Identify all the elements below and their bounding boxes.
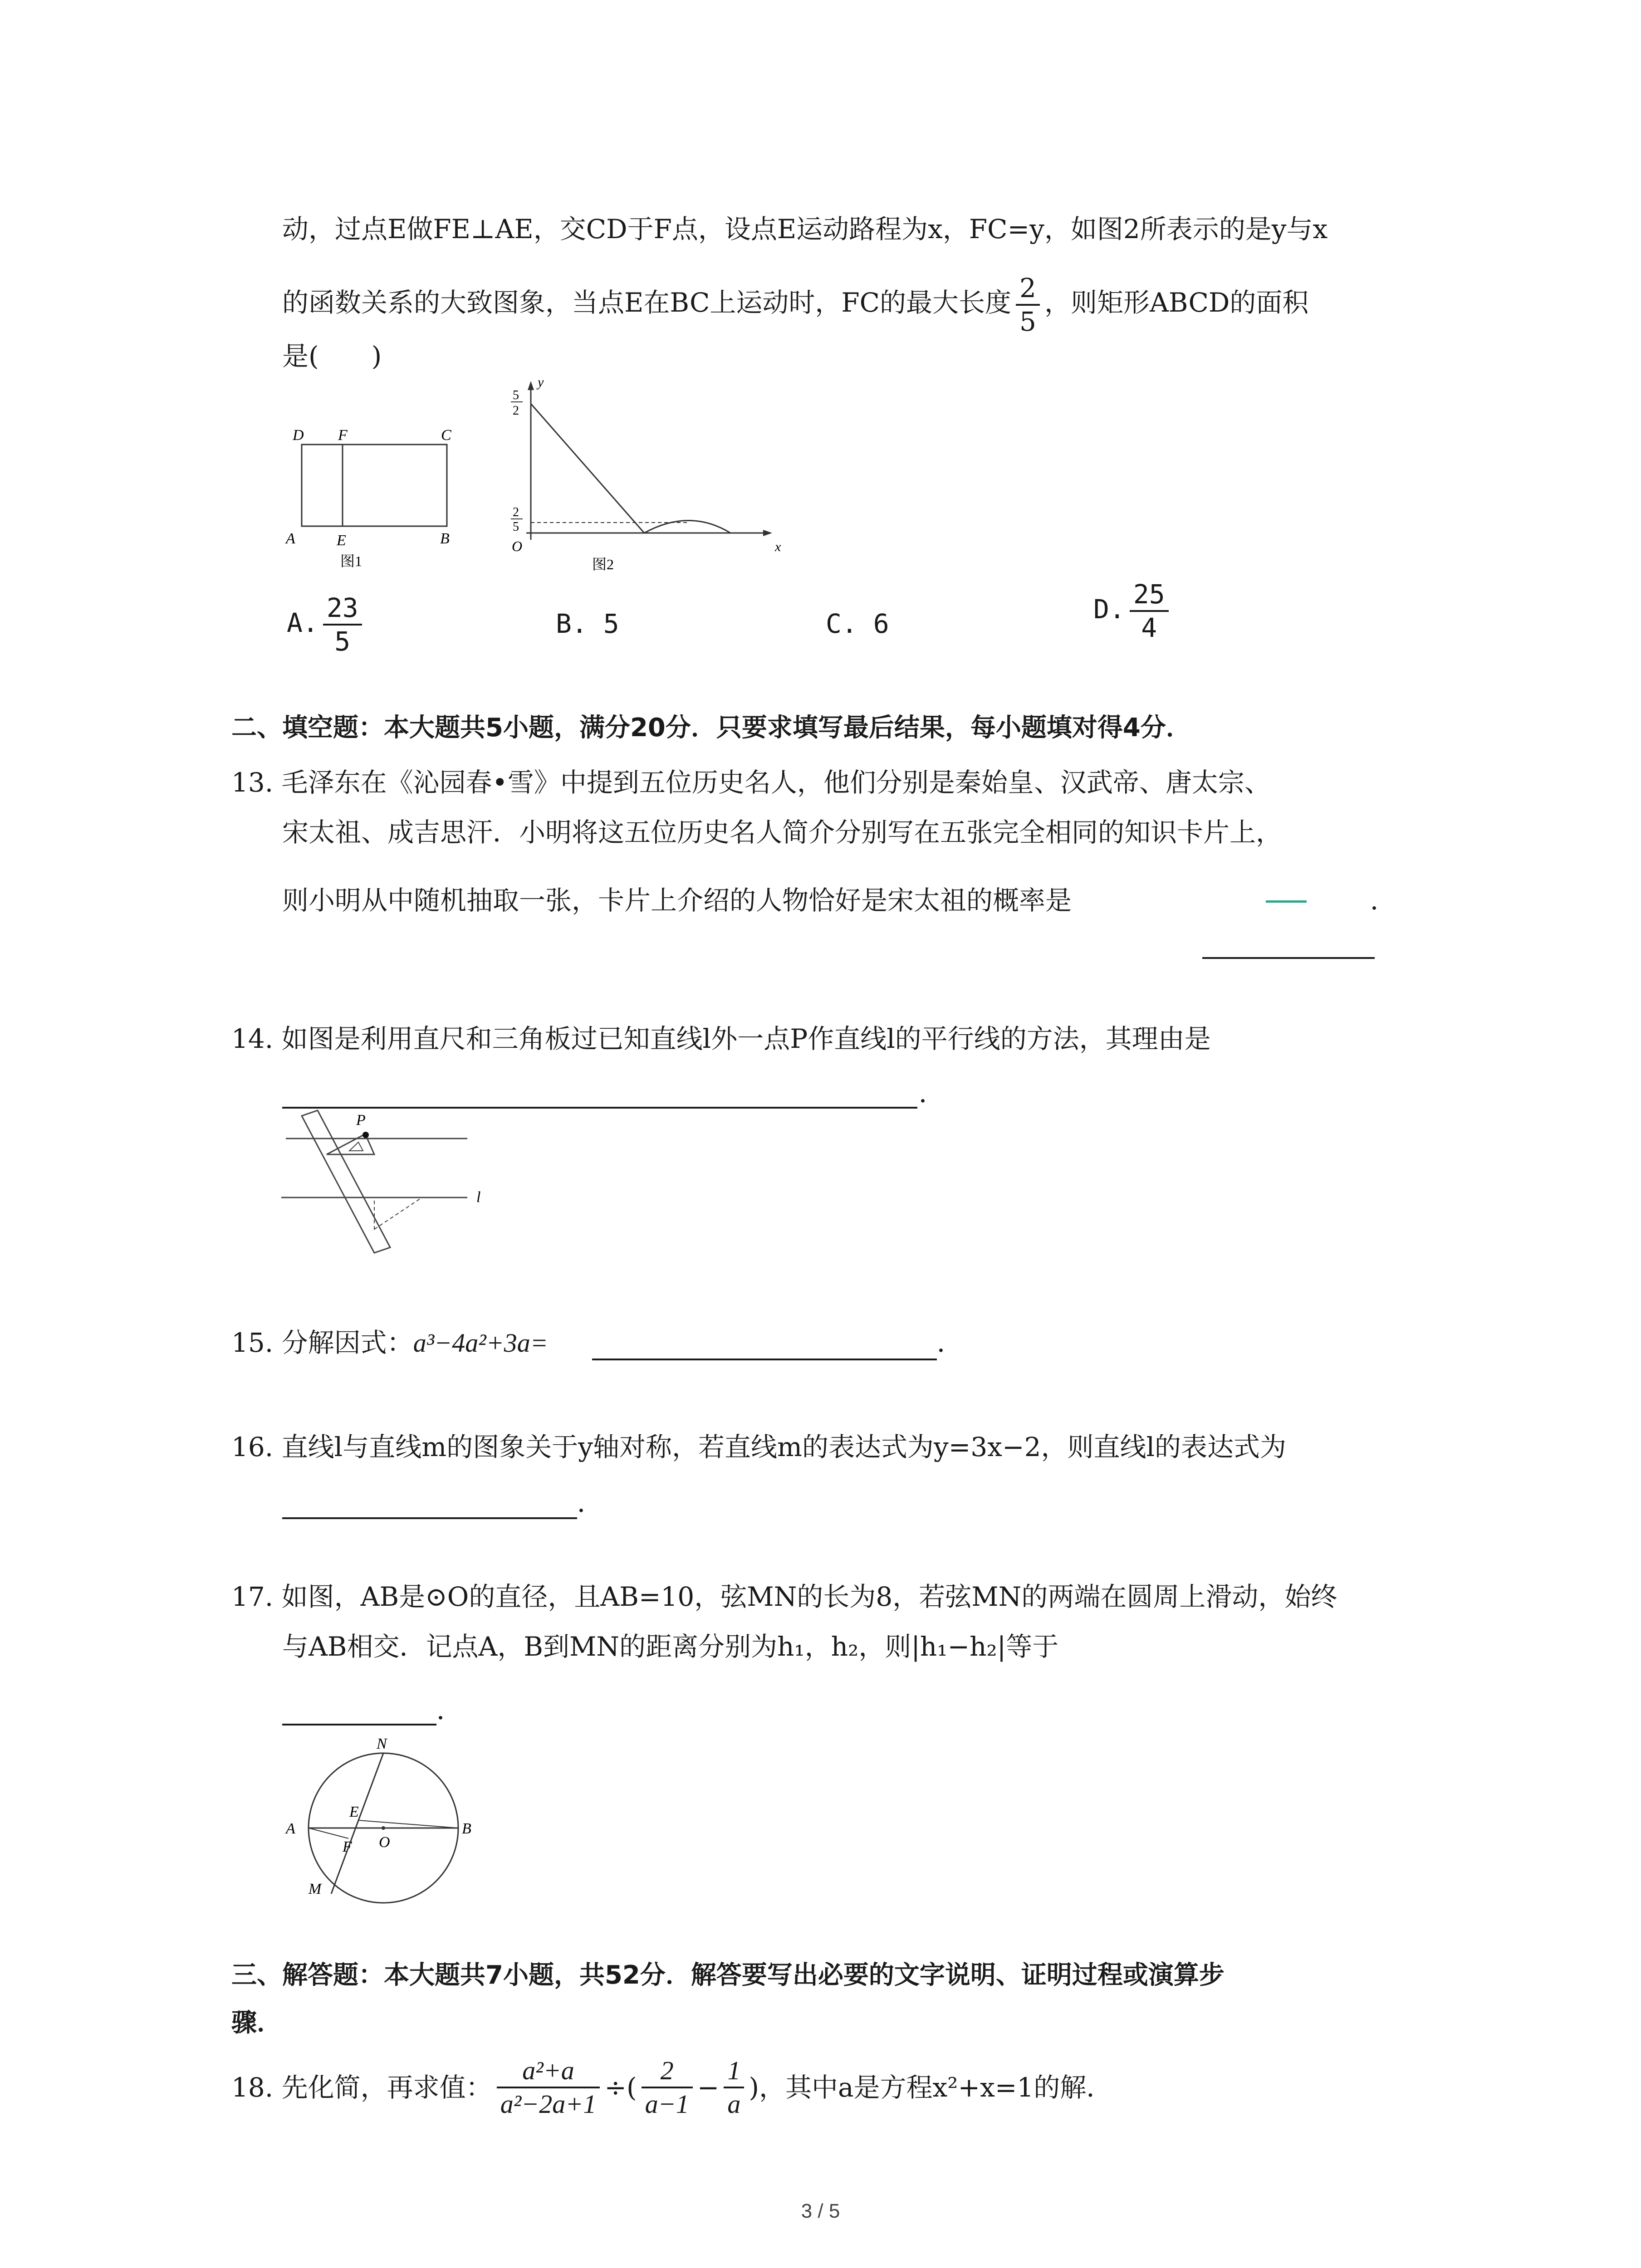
q17-period: ． (436, 1695, 463, 1725)
q12-frac-den: 5 (1019, 306, 1036, 337)
rectangle-abcd (302, 445, 447, 526)
q17-line2: 与AB相交．记点A，B到MN的距离分别为h₁，h₂，则|h₁−h₂|等于 (282, 1631, 1059, 1662)
section3-header-line2: 骤． (231, 2008, 282, 2038)
q14-period: ． (919, 1078, 945, 1109)
y-axis-arrow (528, 381, 534, 390)
label-b: B (440, 530, 450, 547)
label-e: E (337, 532, 346, 549)
q16-line1: 16. 直线l与直线m的图象关于y轴对称，若直线m的表达式为y=3x−2，则直线l的表达式为 (231, 1432, 1287, 1462)
figure2-caption: 图2 (592, 556, 614, 572)
q13-answer-blank[interactable] (1202, 957, 1375, 959)
tick-top-den: 2 (513, 404, 519, 418)
option-a-label: A. (287, 607, 318, 639)
label-e: E (349, 1804, 359, 1820)
option-d-label: D. (1093, 594, 1125, 625)
q18-prefix: 18. 先化简，再求值： (231, 2072, 492, 2103)
label-f: F (338, 427, 348, 444)
q18-divide: ÷( (604, 2072, 637, 2103)
tick-low-den: 5 (513, 520, 519, 534)
label-m: M (309, 1881, 322, 1897)
point-p (362, 1132, 369, 1138)
q15-prefix: 15. 分解因式： (231, 1327, 413, 1358)
label-f: F (343, 1838, 352, 1855)
triangle-top-inner (349, 1142, 363, 1151)
option-d[interactable] (1093, 578, 1173, 644)
option-b-label: B. (556, 608, 588, 639)
q15-answer-blank[interactable] (592, 1359, 937, 1360)
graph-line (531, 404, 644, 533)
option-a-num: 23 (323, 592, 362, 626)
label-l: l (476, 1189, 481, 1206)
tick-low-num: 2 (513, 505, 519, 519)
label-b: B (462, 1820, 471, 1837)
option-d-num: 25 (1130, 578, 1169, 612)
option-c-value: 6 (873, 608, 889, 639)
x-axis-arrow (763, 530, 772, 536)
q16-period: ． (577, 1487, 604, 1518)
axis-y-label: y (538, 376, 544, 390)
q13-period: ． (1370, 885, 1397, 916)
segment-be (358, 1820, 458, 1828)
q18-line (231, 2055, 1112, 2120)
q18-frac1-den: a²−2a+1 (500, 2089, 597, 2119)
ruler (302, 1110, 390, 1253)
triangle-bottom-dashed (374, 1198, 422, 1229)
option-b-value: 5 (603, 608, 619, 639)
option-b[interactable] (556, 592, 619, 640)
q16-answer-blank[interactable] (282, 1517, 577, 1519)
q14-figure (277, 1107, 513, 1270)
q13-line2: 宋太祖、成吉思汗．小明将这五位历史名人简介分别写在五张完全相同的知识卡片上， (282, 817, 1283, 848)
label-a: A (286, 1820, 295, 1837)
segment-af (309, 1828, 348, 1838)
label-a: A (286, 530, 295, 547)
q13-line1: 13. 毛泽东在《沁园春•雪》中提到五位历史名人，他们分别是秦始皇、汉武帝、唐太宗、 (231, 767, 1271, 798)
axis-x-label: x (775, 539, 781, 554)
q17-figure (272, 1724, 499, 1914)
label-n: N (377, 1735, 387, 1752)
q12-max-fraction (1016, 272, 1040, 337)
label-c: C (441, 427, 451, 444)
q13-line3: 则小明从中随机抽取一张，卡片上介绍的人物恰好是宋太祖的概率是 (282, 885, 1072, 916)
q13-answer-dash (1266, 900, 1307, 903)
option-d-fraction (1130, 578, 1169, 644)
q15-expression: a³−4a²+3a= (413, 1328, 548, 1358)
q18-fraction1 (497, 2055, 600, 2120)
q12-line1: 动，过点E做FE⊥AE，交CD于F点，设点E运动路程为x，FC=y，如图2所表示的是y与x (282, 214, 1328, 244)
section2-header: 二、填空题：本大题共5小题，满分20分．只要求填写最后结果，每小题填对得4分． (231, 713, 1191, 743)
q18-minus: − (697, 2072, 720, 2103)
q18-frac1-num: a²+a (497, 2055, 600, 2088)
tick-top-num: 5 (513, 388, 519, 402)
option-c-label: C. (826, 608, 857, 639)
figure1-caption: 图1 (340, 553, 362, 569)
center-o (382, 1826, 385, 1830)
label-d: D (293, 427, 304, 444)
option-a-den: 5 (334, 626, 351, 657)
q12-line2 (282, 272, 1308, 337)
option-c[interactable] (826, 592, 889, 640)
q14-line1: 14. 如图是利用直尺和三角板过已知直线l外一点P作直线l的平行线的方法，其理由是 (231, 1023, 1211, 1054)
page-number: 3 / 5 (801, 2200, 840, 2222)
q18-frac2-num: 2 (642, 2055, 693, 2088)
q12-line2-text-a: 的函数关系的大致图象，当点E在BC上运动时，FC的最大长度 (282, 287, 1012, 318)
option-a-fraction (323, 592, 362, 657)
graph-arc (644, 521, 730, 533)
q15-period: ． (937, 1327, 964, 1358)
q15-line (231, 1327, 548, 1359)
q12-line3: 是( ) (282, 341, 382, 371)
q12-line2-text-b: ，则矩形ABCD的面积 (1044, 287, 1309, 318)
origin-label: O (512, 538, 523, 554)
section3-header-line1: 三、解答题：本大题共7小题，共52分．解答要写出必要的文字说明、证明过程或演算步 (231, 1960, 1225, 1990)
option-a[interactable] (287, 592, 367, 657)
chord-mn (331, 1753, 383, 1894)
q12-figure2 (495, 376, 785, 576)
q18-fraction2 (642, 2055, 693, 2120)
q18-frac2-den: a−1 (645, 2089, 689, 2119)
q18-fraction3 (724, 2055, 744, 2120)
label-p: P (356, 1112, 366, 1129)
option-d-den: 4 (1141, 612, 1157, 643)
q12-frac-num: 2 (1016, 272, 1040, 306)
q17-line1: 17. 如图，AB是⊙O的直径，且AB=10，弦MN的长为8，若弦MN的两端在圆周上滑动，始终 (231, 1581, 1337, 1612)
q12-figure1 (281, 422, 472, 572)
q18-suffix: )，其中a是方程x²+x=1的解． (749, 2072, 1113, 2103)
label-o: O (379, 1834, 390, 1851)
q18-frac3-den: a (727, 2089, 741, 2119)
q18-frac3-num: 1 (724, 2055, 744, 2088)
